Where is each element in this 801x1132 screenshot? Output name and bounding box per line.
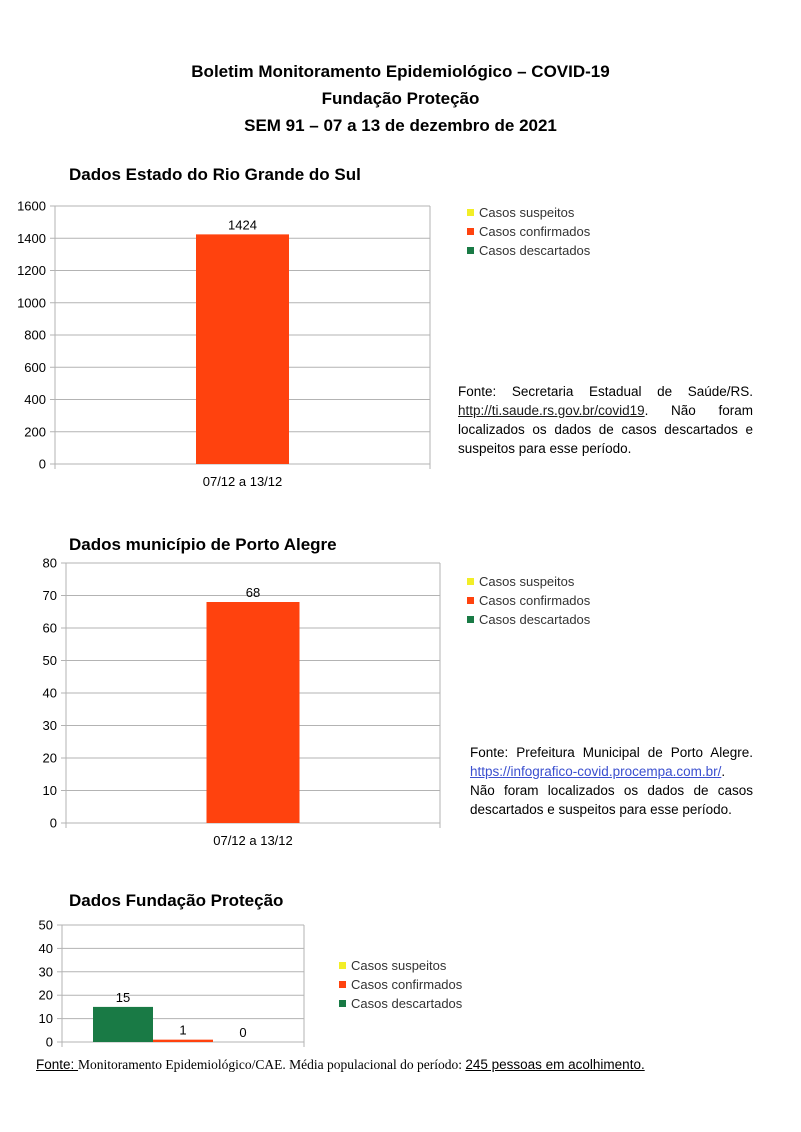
x-tick-label: 07/12 a 13/12	[202, 474, 283, 489]
bar	[207, 602, 300, 823]
y-tick-label: 600	[24, 359, 46, 375]
y-tick-label: 40	[42, 685, 57, 701]
section-title-poa: Dados município de Porto Alegre	[69, 535, 337, 554]
y-tick-label: 0	[38, 456, 46, 472]
legend-item-suspeitos	[467, 203, 590, 222]
legend-item-descartados	[467, 241, 590, 260]
footer-lead: Fonte:	[36, 1057, 79, 1072]
note-text: Fonte: Secretaria Estadual de Saúde/RS.	[458, 384, 753, 399]
legend-label: Casos confirmados	[351, 977, 463, 992]
y-tick-label: 30	[42, 718, 57, 733]
bar	[196, 234, 289, 464]
y-tick-label: 40	[38, 940, 53, 956]
y-tick-label: 0	[49, 815, 57, 831]
data-label: 68	[245, 585, 261, 600]
y-tick-label: 1600	[17, 198, 46, 214]
y-tick-label: 50	[38, 917, 53, 933]
data-label: 1	[179, 1022, 187, 1038]
legend-item-suspeitos	[339, 956, 462, 975]
y-tick-label: 200	[24, 424, 46, 440]
section-title-rs: Dados Estado do Rio Grande do Sul	[69, 165, 361, 184]
y-tick-label: 50	[42, 653, 57, 668]
legend-item-confirmados	[467, 222, 590, 241]
footer-population: 245 pessoas em acolhimento.	[465, 1057, 645, 1072]
y-tick-label: 70	[42, 588, 57, 603]
source-note-rs	[458, 382, 753, 458]
bar	[93, 1007, 153, 1042]
source-link-poa[interactable]: https://infografico-covid.procempa.com.br/	[470, 764, 722, 779]
y-tick-label: 30	[38, 964, 53, 980]
legend-swatch-descartados	[339, 1000, 346, 1007]
bar	[153, 1040, 213, 1042]
y-tick-label: 1200	[17, 263, 46, 278]
legend-swatch-confirmados	[467, 228, 474, 235]
y-tick-label: 1400	[17, 230, 46, 246]
legend-label: Casos confirmados	[479, 224, 591, 239]
bulletin-title: Boletim Monitoramento Epidemiológico – COVID-19	[191, 62, 610, 81]
legend-poa	[467, 572, 590, 629]
footer-text: Monitoramento Epidemiológico/CAE. Média populacional do período:	[78, 1057, 466, 1072]
legend-item-descartados	[467, 610, 590, 629]
legend-rs	[467, 203, 590, 260]
chart-fundacao	[0, 915, 320, 1055]
legend-item-descartados	[339, 994, 462, 1013]
bulletin-subtitle: Fundação Proteção	[321, 89, 480, 108]
legend-label: Casos descartados	[479, 612, 591, 627]
section-title-fundacao: Dados Fundação Proteção	[69, 891, 284, 910]
legend-label: Casos suspeitos	[479, 574, 575, 589]
x-tick-label: 07/12 a 13/12	[213, 833, 293, 848]
chart-poa	[0, 555, 450, 855]
legend-swatch-confirmados	[467, 597, 474, 604]
y-tick-label: 20	[42, 750, 57, 766]
data-label: 15	[115, 989, 131, 1005]
y-tick-label: 0	[45, 1034, 53, 1050]
legend-swatch-suspeitos	[467, 209, 474, 216]
legend-swatch-descartados	[467, 616, 474, 623]
data-label: 1424	[228, 217, 257, 233]
y-tick-label: 1000	[17, 295, 46, 311]
legend-swatch-descartados	[467, 247, 474, 254]
y-tick-label: 800	[24, 327, 46, 343]
legend-item-suspeitos	[467, 572, 590, 591]
note-text: . Não foram localizados os dados de casos descartados e suspeitos para esse período.	[458, 403, 753, 456]
y-tick-label: 400	[24, 392, 46, 407]
data-label: 0	[239, 1025, 247, 1040]
chart-rs	[0, 195, 440, 495]
y-tick-label: 20	[38, 987, 53, 1003]
legend-label: Casos suspeitos	[479, 205, 575, 220]
source-link-rs[interactable]: http://ti.saude.rs.gov.br/covid19	[458, 403, 645, 418]
legend-label: Casos descartados	[479, 243, 591, 258]
y-tick-label: 80	[42, 555, 57, 571]
y-tick-label: 10	[42, 783, 57, 798]
note-text: Fonte: Prefeitura Municipal de Porto Alegre.	[470, 745, 753, 760]
legend-label: Casos confirmados	[479, 593, 591, 608]
legend-swatch-confirmados	[339, 981, 346, 988]
note-text: . Não foram localizados os dados de casos descartados e suspeitos para esse período.	[470, 764, 753, 817]
legend-item-confirmados	[339, 975, 462, 994]
source-note-poa	[470, 743, 753, 819]
legend-label: Casos suspeitos	[351, 958, 447, 973]
legend-fundacao	[339, 956, 462, 1013]
bulletin-week: SEM 91 – 07 a 13 de dezembro de 2021	[244, 116, 557, 135]
legend-item-confirmados	[467, 591, 590, 610]
y-tick-label: 10	[38, 1011, 53, 1027]
legend-swatch-suspeitos	[467, 578, 474, 585]
footer-source	[36, 1057, 645, 1073]
legend-label: Casos descartados	[351, 996, 463, 1011]
legend-swatch-suspeitos	[339, 962, 346, 969]
y-tick-label: 60	[42, 620, 57, 636]
